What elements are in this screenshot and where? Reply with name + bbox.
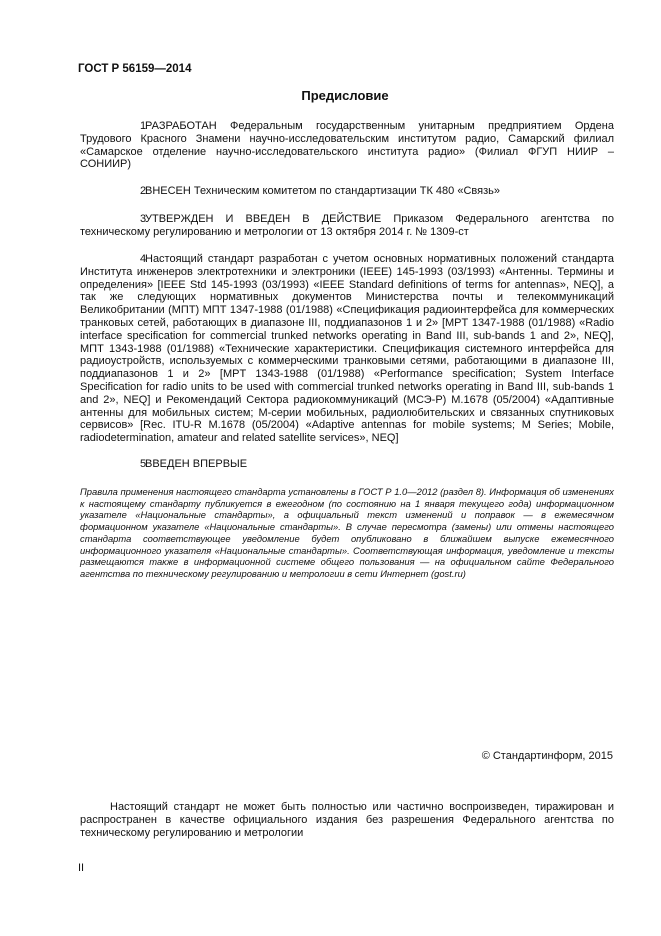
item-text: УТВЕРЖДЕН И ВВЕДЕН В ДЕЙСТВИЕ Приказом Федерального агентства по техническому регулированию и метрологии от 13 октября 2014 г. № 1309-ст [80, 213, 614, 238]
item-text: Настоящий стандарт разработан с учетом основных нормативных положений стандарта Института инженеров электротехники и электроники (IEEE) 145-1993 (03/1993) «Антенны. Термины и определения» [IEEE Std 145-1993 (03/1993) «IEEE Standard definitions of terms for antennas», NEQ], а так же следующих нормативных документов Министерства почты и телекоммуникаций Великобритании (МПТ) МПТ 1347-1988 (01/1988) «Спецификация радиоинтерфейса для коммерческих транковых сетей, работающих в диапазоне III, поддиапазонов 1 и 2» [MPT 1347-1988 (01/1988) «Radio interface specification for commercial trunked networks operating in Band III, sub-bands 1 and 2», NEQ], МПТ 1343-1988 (01/1988) «Технические характеристики. Спецификация системного интерфейса для радиоустройств, используемых с коммерческими транковыми сетями, работающими в диапазоне III, поддиапазонов 1 и 2» [MPT 1343-1988 (01/1988) «Performance specification; System Interface Specification for radio units to be used with commercial trunked networks operating in Band III, sub-bands 1 and 2», NEQ] и Рекомендаций Сектора радиокоммуникаций (МСЭ-Р) М.1678 (05/2004) «Адаптивные антенны для мобильных систем; М-серии мобильных, радиолюбительских и связанных спутниковых сервисов» [Rec. ITU-R M.1678 (05/2004) «Adaptive antennas for mobile systems; M Series; Mobile, radiodetermination, amateur and related satellite services», NEQ] [80, 253, 614, 445]
item-text: ВНЕСЕН Техническим комитетом по стандартизации ТК 480 «Связь» [145, 185, 500, 197]
item-number: 2 [140, 185, 147, 197]
foreword-item-3 [80, 213, 614, 239]
item-text: РАЗРАБОТАН Федеральным государственным унитарным предприятием Ордена Трудового Красного Знамени научно-исследовательским институтом радио, Самарский филиал «Самарское отделение научно-исследовательского института радио» (Филиал ФГУП НИИР – СОНИИР) [80, 120, 614, 171]
item-number: 1 [140, 120, 147, 132]
foreword-item-4 [80, 253, 614, 445]
copyright-notice: © Стандартинформ, 2015 [481, 750, 613, 762]
standard-code-header: ГОСТ Р 56159—2014 [78, 63, 192, 75]
page-title: Предисловие [301, 88, 389, 103]
foreword-item-5 [80, 458, 614, 471]
legal-notice: Настоящий стандарт не может быть полностью или частично воспроизведен, тиражирован и распространен в качестве официального издания без разрешения Федерального агентства по техническому регулированию и метрологии [80, 801, 614, 839]
item-number: 5 [140, 458, 147, 470]
item-text: ВВЕДЕН ВПЕРВЫЕ [145, 458, 248, 470]
page-number: II [78, 862, 85, 874]
foreword-item-2 [80, 185, 614, 198]
item-number: 4 [140, 253, 147, 265]
application-rules-note: Правила применения настоящего стандарта установлены в ГОСТ Р 1.0—2012 (раздел 8). Информация об изменениях к настоящему стандарту публикуется в ежегодном (по состоянию на 1 января текущего года) информационном указателе «Национальные стандарты», а официальный текст изменений и поправок — в ежемесячном формационном указателе «Национальные стандарты». В случае пересмотра (замены) или отмены настоящего стандарта соответствующее уведомление будет опубликовано в ближайшем выпуске ежемесячного информационного указателя «Национальные стандарты». Соответствующая информация, уведомление и тексты размещаются также в информационной системе общего пользования — на официальном сайте Федерального агентства по техническому регулированию и метрологии в сети Интернет (gost.ru) [80, 486, 614, 579]
foreword-item-1 [80, 120, 614, 171]
item-number: 3 [140, 213, 147, 225]
